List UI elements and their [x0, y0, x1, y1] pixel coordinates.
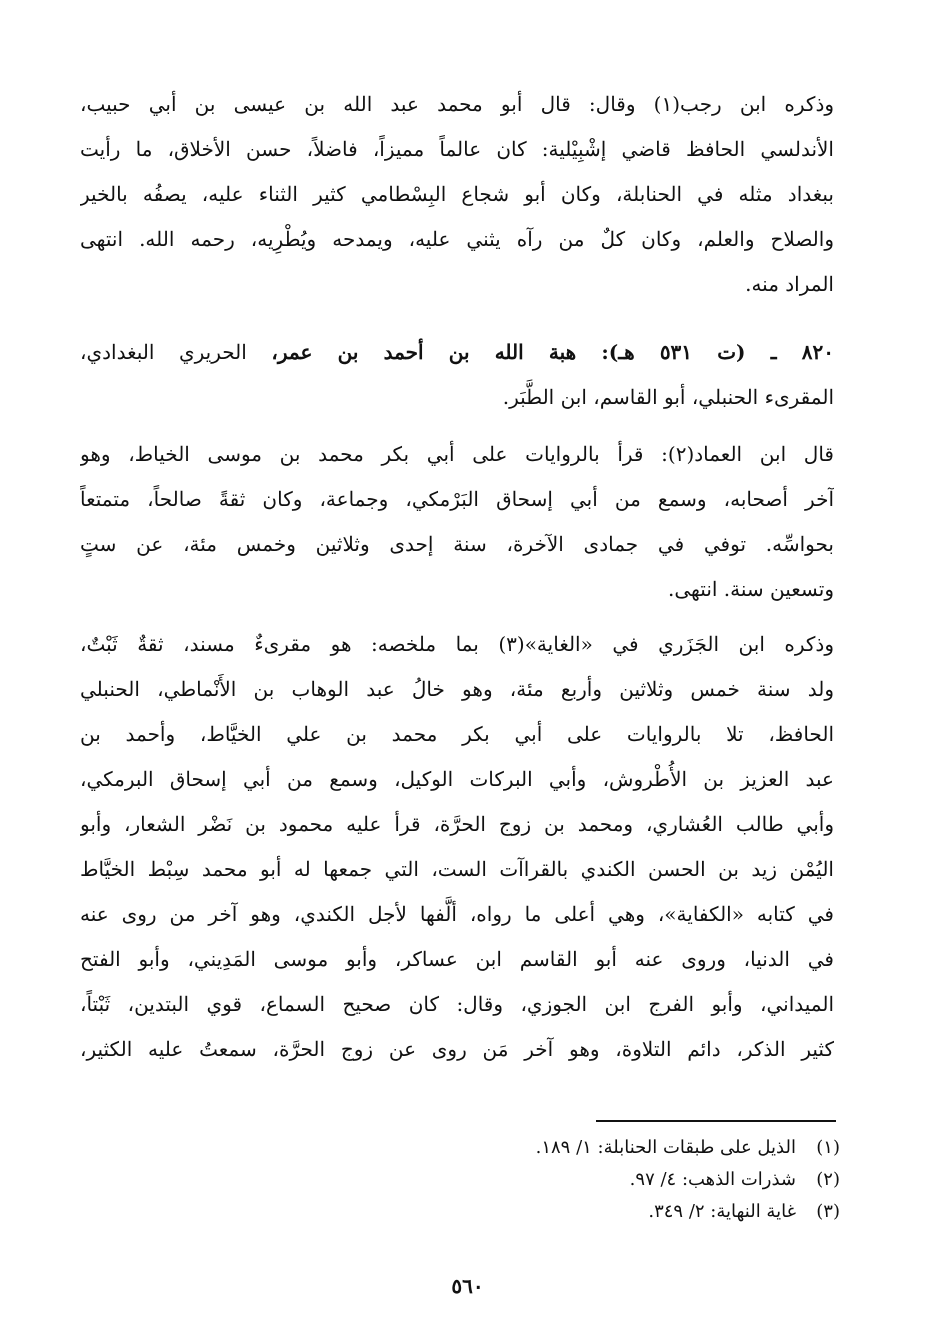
text-line: وتسعين سنة. انتهى. — [668, 577, 834, 601]
text-line: الأندلسي الحافظ قاضي إشْبِيْلية: كان عالماً مميزاً، فاضلاً، حسن الأخلاق، ما رأيت — [80, 137, 834, 161]
entry-title-rest: الحريري البغدادي، — [80, 340, 272, 364]
text-line: ولد سنة خمس وثلاثين وأربع مئة، وهو خالُ عبد الوهاب بن الأَنْماطي، الحنبلي — [80, 677, 834, 701]
footnotes — [80, 1132, 840, 1228]
text-line: الحافظ، تلا بالروايات على أبي بكر محمد بن علي الخيَّاط، وأحمد بن — [80, 722, 834, 746]
footnote-item — [80, 1132, 840, 1164]
footnote-item — [80, 1196, 840, 1228]
footnote-text: الذيل على طبقات الحنابلة: ١/ ١٨٩. — [535, 1137, 796, 1158]
text-line: وذكره ابن رجب(١) وقال: قال أبو محمد عبد الله بن عيسى بن أبي حبيب، — [80, 92, 834, 116]
footnote-number: (١) — [816, 1137, 840, 1158]
footnote-item — [80, 1164, 840, 1196]
text-line: الميداني، وأبو الفرج ابن الجوزي، وقال: كان صحيح السماع، قوي البتدين، ثَبْتاً، — [80, 992, 834, 1016]
text-line: في الدنيا، وروى عنه أبو القاسم ابن عساكر، وأبو موسى المَدِيني، وأبو الفتح — [80, 947, 834, 971]
footnote-number: (٢) — [816, 1169, 840, 1190]
text-line: المراد منه. — [745, 272, 834, 296]
text-line: المقرىء الحنبلي، أبو القاسم، ابن الطَّبَر. — [502, 385, 834, 409]
text-line: قال ابن العماد(٢): قرأ بالروايات على أبي بكر محمد بن موسى الخياط، وهو — [80, 442, 834, 466]
text-line: والصلاح والعلم، وكان كلٌ من رآه يثني عليه، ويمدحه ويُطْرِيه، رحمه الله. انتهى — [80, 227, 834, 251]
text-line: في كتابه «الكفاية»، وهي أعلى ما رواه، ألَّفها لأجل الكندي، وهو آخر من روى عنه — [80, 902, 834, 926]
text-line: وذكره ابن الجَزَري في «الغاية»(٣) بما ملخصه: هو مقرىءٌ مسند، ثقةٌ ثَبْتٌ، — [80, 632, 834, 656]
paragraph-ibn-al-imad-quote — [80, 432, 834, 612]
entry-title: ٨٢٠ ـ (ت ٥٣١ هـ): هبة الله بن أحمد بن عمر، — [271, 340, 834, 364]
text-line: عبد العزيز بن الأُطْروش، وأبي البركات الوكيل، وسمع من أبي إسحاق البرمكي، — [80, 767, 834, 791]
text-line: ببغداد مثله في الحنابلة، وكان أبو شجاع البِسْطامي كثير الثناء عليه، يصفُه بالخير — [80, 182, 834, 206]
page-number: ٥٦٠ — [451, 1274, 484, 1298]
footnote-text: غاية النهاية: ٢/ ٣٤٩. — [648, 1201, 796, 1222]
entry-820-heading — [80, 330, 834, 420]
footnote-number: (٣) — [816, 1201, 840, 1222]
paragraph-ibn-rajab-quote — [80, 82, 834, 307]
text-line: بحواسِّه. توفي في جمادى الآخرة، سنة إحدى وثلاثين وخمس مئة، عن ستٍ — [80, 532, 834, 556]
footnote-divider — [596, 1120, 836, 1122]
text-line: وأبي طالب العُشاري، ومحمد بن زوج الحرَّة، قرأ عليه محمود بن نَضْر الشعار، وأبو — [80, 812, 834, 836]
footnote-text: شذرات الذهب: ٤/ ٩٧. — [629, 1169, 796, 1190]
text-line: اليُمْن زيد بن الحسن الكندي بالقراآت الست، التي جمعها له أبو محمد سِبْط الخيَّاط — [80, 857, 834, 881]
paragraph-ibn-al-jazari-quote — [80, 622, 834, 1072]
text-line — [80, 330, 834, 375]
text-line: كثير الذكر، دائم التلاوة، وهو آخر مَن روى عن زوج الحرَّة، سمعتُ عليه الكثير، — [80, 1037, 834, 1061]
text-line: آخر أصحابه، وسمع من أبي إسحاق البَرْمكي، وجماعة، وكان ثقةً صالحاً، متمتعاً — [80, 487, 834, 511]
